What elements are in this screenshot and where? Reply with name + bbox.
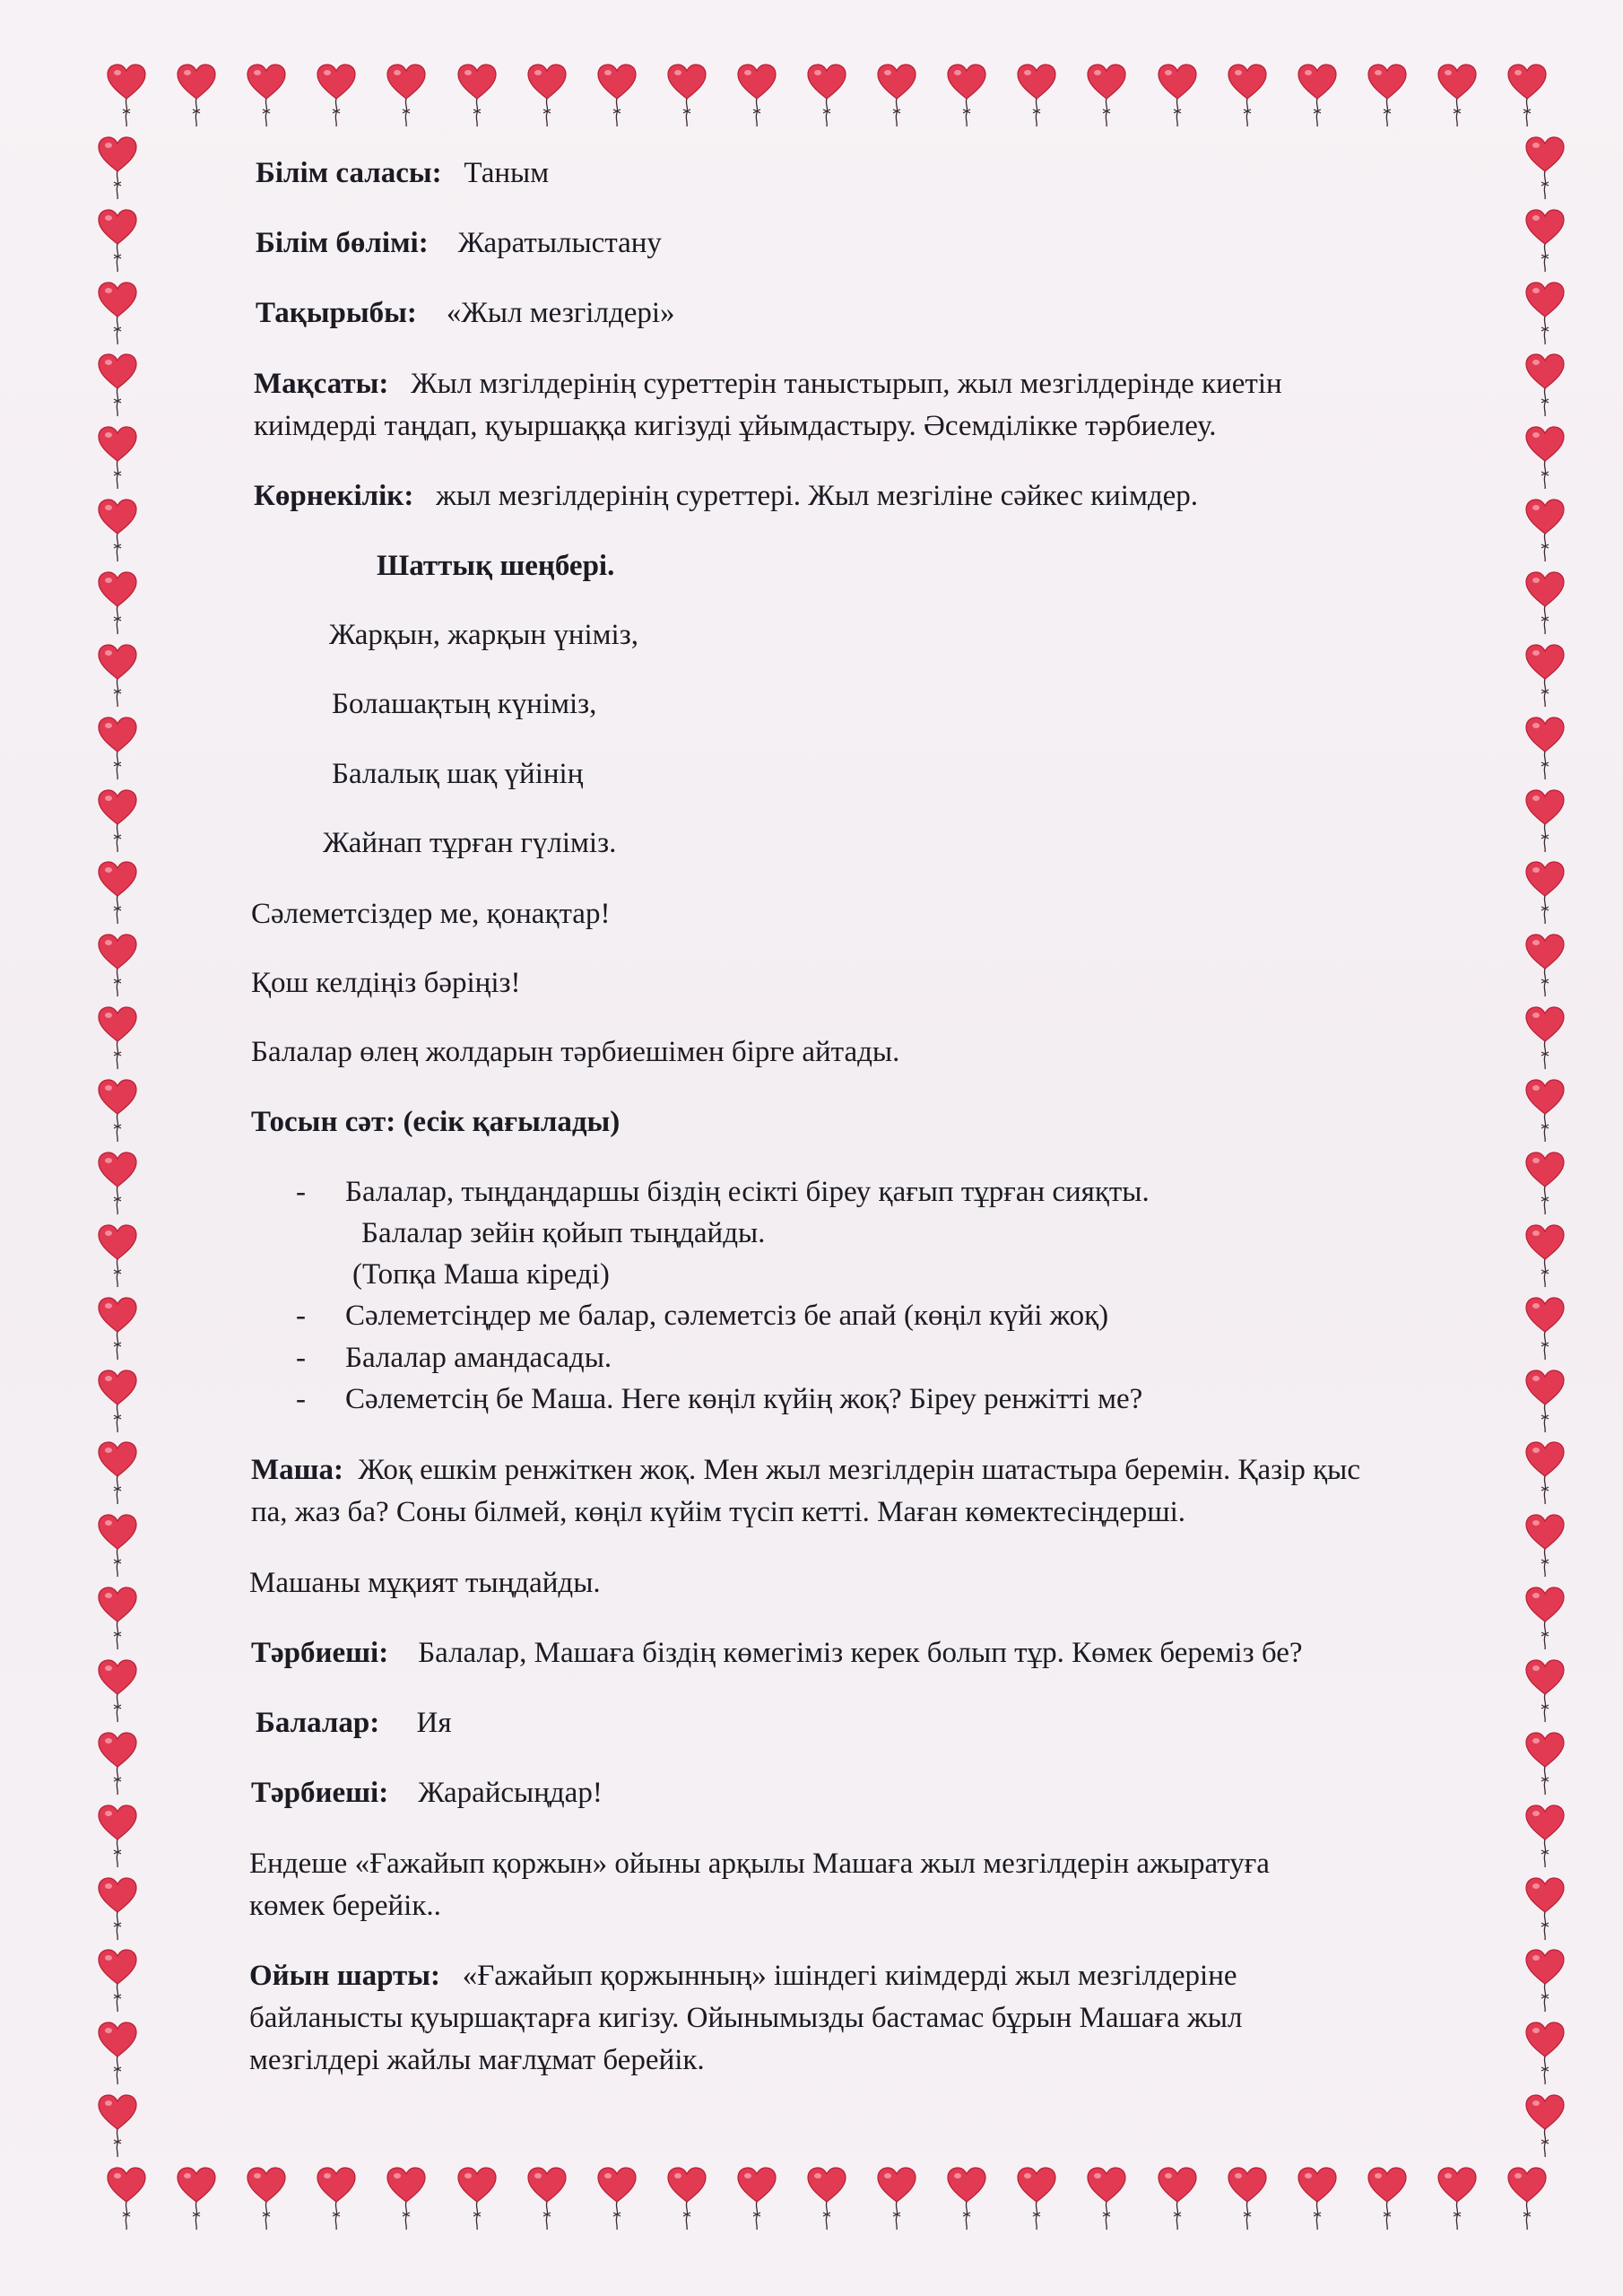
visuals-value: жыл мезгілдерінің суреттері. Жыл мезгіліне сәйкес киімдер.: [436, 480, 1199, 512]
masha-line-2: па, жаз ба? Соны білмей, көңіл күйім түсіп кетті. Маған көмектесіңдерші.: [251, 1496, 1186, 1528]
heart-balloon-icon: [97, 1731, 138, 1796]
heart-balloon-icon: [316, 2166, 357, 2231]
heart-balloon-icon: [97, 135, 138, 200]
heart-balloon-icon: [1524, 570, 1566, 635]
heart-balloon-icon: [806, 63, 847, 127]
heart-balloon-icon: [316, 63, 357, 127]
heart-balloon-icon: [97, 281, 138, 345]
heart-balloon-icon: [1524, 860, 1566, 925]
heart-balloon-icon: [106, 63, 147, 127]
heart-balloon-icon: [1524, 281, 1566, 345]
listen-line: Машаны мұқият тыңдайды.: [249, 1567, 601, 1599]
heart-balloon-icon: [876, 63, 917, 127]
heart-balloon-icon: [456, 2166, 498, 2231]
heart-balloon-icon: [97, 643, 138, 708]
surprise-item-6: Сәлеметсің бе Маша. Неге көңіл күйің жоқ? Біреу ренжітті ме?: [345, 1383, 1143, 1415]
teacher-row-2: [251, 1772, 603, 1815]
heart-balloon-icon: [1367, 63, 1408, 127]
heart-balloon-icon: [1524, 498, 1566, 562]
heart-balloon-icon: [1524, 1440, 1566, 1505]
heart-balloon-icon: [97, 208, 138, 273]
heart-balloon-icon: [1297, 63, 1338, 127]
surprise-title: Тосын сәт: (есік қағылады): [251, 1106, 621, 1138]
goal-row: [254, 363, 1282, 406]
heart-balloon-icon: [97, 860, 138, 925]
goal-label: Мақсаты:: [254, 368, 389, 400]
surprise-item-1: Балалар, тыңдаңдаршы біздің есікті біреу қағып тұрған сияқты.: [345, 1176, 1150, 1208]
heart-balloon-icon: [1367, 2166, 1408, 2231]
game-intro-line-1: Ендеше «Ғажайып қоржын» ойыны арқылы Машаға жыл мезгілдерін ажыратуға: [249, 1848, 1270, 1880]
teacher-value-2: Жарайсыңдар!: [418, 1777, 603, 1809]
section-label: Білім бөлімі:: [256, 227, 429, 259]
heart-balloon-icon: [1524, 1876, 1566, 1941]
heart-balloon-icon: [1524, 1658, 1566, 1723]
heart-balloon-icon: [1524, 643, 1566, 708]
heart-balloon-icon: [876, 2166, 917, 2231]
heart-balloon-icon: [97, 1223, 138, 1288]
heart-balloon-icon: [97, 1948, 138, 2013]
surprise-bullet-6: -: [296, 1383, 306, 1415]
subject-area-row: [256, 152, 549, 196]
heart-balloon-icon: [1506, 2166, 1548, 2231]
teacher-label-1: Тәрбиеші:: [251, 1637, 389, 1669]
heart-balloon-icon: [1524, 135, 1566, 200]
heart-balloon-icon: [1016, 2166, 1057, 2231]
heart-balloon-icon: [1524, 933, 1566, 997]
heart-balloon-icon: [97, 425, 138, 490]
heart-balloon-icon: [1524, 208, 1566, 273]
game-intro-line-2: көмек берейік..: [249, 1890, 441, 1922]
surprise-bullet-5: -: [296, 1342, 306, 1374]
topic-label: Тақырыбы:: [256, 297, 417, 329]
greeting-line-1: Сәлеметсіздер ме, қонақтар!: [251, 898, 611, 930]
masha-row: [251, 1449, 1360, 1492]
visuals-row: [254, 475, 1198, 518]
heart-balloon-icon: [97, 570, 138, 635]
heart-balloon-icon: [1524, 1005, 1566, 1070]
game-rules-line-3: мезгілдері жайлы мағлұмат берейік.: [249, 2044, 705, 2076]
teacher-value-1: Балалар, Машаға біздің көмегіміз керек болып тұр. Көмек береміз бе?: [418, 1637, 1303, 1669]
heart-balloon-icon: [1524, 1223, 1566, 1288]
heart-balloon-icon: [97, 1296, 138, 1361]
heart-balloon-icon: [176, 63, 217, 127]
heart-balloon-icon: [946, 63, 987, 127]
heart-balloon-icon: [1086, 2166, 1127, 2231]
heart-balloon-icon: [1227, 63, 1268, 127]
heart-balloon-icon: [1506, 63, 1548, 127]
heart-balloon-icon: [97, 933, 138, 997]
heart-balloon-icon: [1086, 63, 1127, 127]
heart-balloon-icon: [97, 1658, 138, 1723]
heart-balloon-icon: [97, 352, 138, 417]
game-rules-line-1: «Ғажайып қоржынның» ішіндегі киімдерді жыл мезгілдеріне: [462, 1960, 1237, 1992]
heart-balloon-icon: [97, 1440, 138, 1505]
heart-balloon-icon: [1524, 1369, 1566, 1433]
heart-balloon-icon: [1016, 63, 1057, 127]
surprise-bullet-4: -: [296, 1300, 306, 1332]
heart-balloon-icon: [97, 1151, 138, 1215]
surprise-item-3: (Топқа Маша кіреді): [352, 1258, 610, 1291]
masha-line-1: Жоқ ешкім ренжіткен жоқ. Мен жыл мезгілдерін шатастыра беремін. Қазір қыс: [358, 1454, 1360, 1486]
greeting-line-3: Балалар өлең жолдарын тәрбиешімен бірге айтады.: [251, 1036, 900, 1068]
heart-balloon-icon: [946, 2166, 987, 2231]
heart-balloon-icon: [1524, 2021, 1566, 2085]
heart-balloon-icon: [97, 1586, 138, 1650]
heart-balloon-icon: [246, 63, 287, 127]
heart-balloon-icon: [1524, 1731, 1566, 1796]
greeting-line-2: Қош келдіңіз бәріңіз!: [251, 967, 521, 999]
game-rules-row: [249, 1955, 1237, 1998]
topic-value: «Жыл мезгілдері»: [446, 297, 675, 329]
heart-balloon-icon: [97, 788, 138, 853]
heart-balloon-icon: [526, 63, 568, 127]
heart-balloon-icon: [1227, 2166, 1268, 2231]
section-value: Жаратылыстану: [457, 227, 662, 259]
heart-balloon-icon: [1524, 1513, 1566, 1578]
heart-balloon-icon: [97, 2093, 138, 2158]
heart-balloon-icon: [1524, 1078, 1566, 1143]
heart-balloon-icon: [97, 498, 138, 562]
heart-balloon-icon: [246, 2166, 287, 2231]
heart-balloon-icon: [1436, 2166, 1478, 2231]
heart-balloon-icon: [97, 1513, 138, 1578]
heart-balloon-icon: [1524, 425, 1566, 490]
heart-balloon-icon: [1524, 1586, 1566, 1650]
children-label: Балалар:: [256, 1707, 380, 1739]
poem-line-4: Жайнап тұрған гүліміз.: [323, 827, 617, 859]
visuals-label: Көрнекілік:: [254, 480, 414, 512]
heart-balloon-icon: [1524, 716, 1566, 780]
heart-balloon-icon: [1297, 2166, 1338, 2231]
heart-balloon-icon: [1524, 2093, 1566, 2158]
heart-balloon-icon: [1524, 1948, 1566, 2013]
heart-balloon-icon: [666, 2166, 707, 2231]
heart-balloon-icon: [97, 1369, 138, 1433]
heart-balloon-icon: [97, 1804, 138, 1868]
game-rules-label: Ойын шарты:: [249, 1960, 440, 1992]
surprise-bullet-1: -: [296, 1176, 306, 1208]
heart-balloon-icon: [97, 1005, 138, 1070]
heart-balloon-icon: [97, 1078, 138, 1143]
heart-balloon-icon: [806, 2166, 847, 2231]
heart-balloon-icon: [1157, 2166, 1198, 2231]
goal-line-1: Жыл мзгілдерінің суреттерін таныстырып, жыл мезгілдерінде киетін: [411, 368, 1282, 400]
heart-balloon-icon: [596, 2166, 638, 2231]
heart-balloon-icon: [1524, 1151, 1566, 1215]
heart-balloon-icon: [386, 2166, 427, 2231]
heart-balloon-icon: [736, 2166, 777, 2231]
game-rules-line-2: байланысты қуыршақтарға кигізу. Ойынымызды бастамас бұрын Машаға жыл: [249, 2002, 1243, 2034]
poem-line-3: Балалық шақ үйінің: [332, 758, 584, 790]
subject-area-label: Білім саласы:: [256, 157, 442, 189]
surprise-item-2: Балалар зейін қойып тыңдайды.: [361, 1217, 766, 1249]
heart-balloon-icon: [596, 63, 638, 127]
heart-balloon-icon: [97, 2021, 138, 2085]
heart-balloon-icon: [106, 2166, 147, 2231]
surprise-item-5: Балалар амандасады.: [345, 1342, 612, 1374]
poem-line-1: Жарқын, жарқын үніміз,: [329, 619, 638, 651]
circle-title: Шаттық шеңбері.: [377, 550, 615, 582]
heart-balloon-icon: [1436, 63, 1478, 127]
heart-balloon-icon: [1524, 1804, 1566, 1868]
subject-area-value: Таным: [464, 157, 550, 189]
heart-balloon-icon: [1157, 63, 1198, 127]
surprise-item-4: Сәлеметсіңдер ме балар, сәлеметсіз бе апай (көңіл күйі жоқ): [345, 1300, 1109, 1332]
goal-line-2: киімдерді таңдап, қуыршаққа кигізуді ұйымдастыру. Әсемділікке тәрбиелеу.: [254, 410, 1217, 442]
heart-balloon-icon: [666, 63, 707, 127]
heart-balloon-icon: [1524, 1296, 1566, 1361]
topic-row: [256, 292, 675, 335]
heart-balloon-icon: [526, 2166, 568, 2231]
children-row: [256, 1702, 452, 1745]
masha-label: Маша:: [251, 1454, 343, 1486]
heart-balloon-icon: [176, 2166, 217, 2231]
poem-line-2: Болашақтың күніміз,: [332, 688, 597, 720]
heart-balloon-icon: [1524, 788, 1566, 853]
section-row: [256, 222, 662, 265]
heart-balloon-icon: [1524, 352, 1566, 417]
heart-balloon-icon: [386, 63, 427, 127]
heart-balloon-icon: [736, 63, 777, 127]
heart-balloon-icon: [97, 716, 138, 780]
heart-balloon-icon: [456, 63, 498, 127]
heart-balloon-icon: [97, 1876, 138, 1941]
teacher-row-1: [251, 1632, 1303, 1675]
children-value: Ия: [416, 1707, 452, 1739]
teacher-label-2: Тәрбиеші:: [251, 1777, 389, 1809]
